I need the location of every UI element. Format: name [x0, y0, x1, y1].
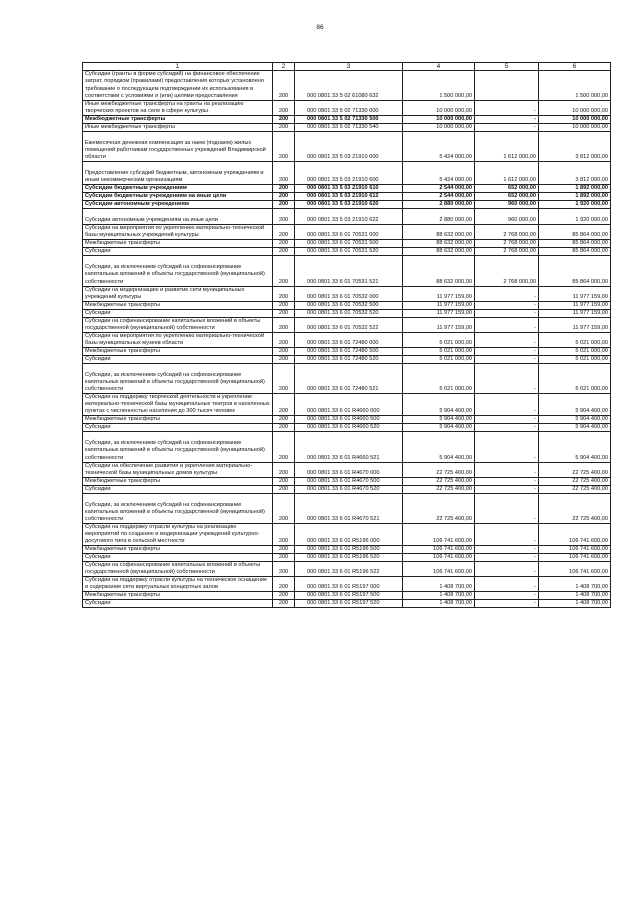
row-description: Субсидии на софинансирование капитальных вложений в объекты государственной (муниципальной) собственности	[83, 562, 273, 577]
row-approved-amount: 5 021 000,00	[403, 355, 475, 363]
table-row	[83, 301, 611, 309]
row-executed-amount: -	[475, 546, 539, 554]
row-budget-code: 000 0801 33 5 02 71330 500	[295, 115, 403, 123]
header-row	[83, 63, 611, 71]
row-approved-amount: 2 544 000,00	[403, 193, 475, 201]
row-approved-amount: 106 741 600,00	[403, 523, 475, 545]
table-row	[83, 577, 611, 592]
table-row	[83, 161, 611, 184]
row-remaining-amount: 11 977 159,00	[539, 317, 611, 332]
row-description: Субсидии на модернизацию и развитие сети муниципальных учреждений культуры	[83, 286, 273, 301]
table-row	[83, 71, 611, 100]
row-description: Иные межбюджетные трансферты	[83, 123, 273, 131]
row-budget-code: 000 0801 33 6 01 70532 500	[295, 301, 403, 309]
row-grbs-code: 200	[273, 424, 295, 432]
table-row	[83, 100, 611, 115]
row-grbs-code: 200	[273, 309, 295, 317]
table-row	[83, 317, 611, 332]
table-row	[83, 286, 611, 301]
row-grbs-code: 200	[273, 432, 295, 462]
table-row	[83, 309, 611, 317]
table-row	[83, 424, 611, 432]
row-remaining-amount: 1 408 700,00	[539, 600, 611, 608]
row-executed-amount: -	[475, 477, 539, 485]
row-description: Межбюджетные трансферты	[83, 115, 273, 123]
row-budget-code: 000 0801 33 6 01 R5196 500	[295, 546, 403, 554]
row-executed-amount: 960 000,00	[475, 209, 539, 225]
row-grbs-code: 200	[273, 554, 295, 562]
row-grbs-code: 200	[273, 332, 295, 347]
table-row	[83, 355, 611, 363]
row-grbs-code: 200	[273, 100, 295, 115]
row-budget-code: 000 0801 33 5 03 21910 610	[295, 185, 403, 193]
row-executed-amount: 2 768 000,00	[475, 248, 539, 256]
row-executed-amount: -	[475, 286, 539, 301]
row-description: Субсидии	[83, 424, 273, 432]
row-executed-amount: -	[475, 123, 539, 131]
row-grbs-code: 200	[273, 115, 295, 123]
row-approved-amount: 5 904 400,00	[403, 424, 475, 432]
row-approved-amount: 10 000 000,00	[403, 100, 475, 115]
row-executed-amount: -	[475, 577, 539, 592]
row-executed-amount: -	[475, 394, 539, 416]
row-approved-amount: 11 977 159,00	[403, 309, 475, 317]
row-approved-amount: 5 904 400,00	[403, 394, 475, 416]
column-header: 5	[475, 63, 539, 71]
row-executed-amount: 2 768 000,00	[475, 225, 539, 240]
row-budget-code: 000 0801 33 6 01 R4660 000	[295, 394, 403, 416]
row-approved-amount: 106 741 600,00	[403, 554, 475, 562]
row-budget-code: 000 0801 33 5 03 21910 620	[295, 201, 403, 209]
row-budget-code: 000 0801 33 5 02 71330 000	[295, 100, 403, 115]
table-row	[83, 248, 611, 256]
row-executed-amount: 1 612 000,00	[475, 131, 539, 161]
row-budget-code: 000 0801 33 5 03 21910 612	[295, 193, 403, 201]
row-grbs-code: 200	[273, 523, 295, 545]
row-budget-code: 000 0801 33 6 01 R5197 520	[295, 600, 403, 608]
row-remaining-amount: 5 904 400,00	[539, 416, 611, 424]
row-approved-amount: 2 544 000,00	[403, 185, 475, 193]
row-executed-amount: -	[475, 432, 539, 462]
row-executed-amount: 652 000,00	[475, 193, 539, 201]
row-grbs-code: 200	[273, 355, 295, 363]
row-executed-amount: -	[475, 554, 539, 562]
row-description: Субсидии	[83, 248, 273, 256]
row-remaining-amount: 85 864 000,00	[539, 225, 611, 240]
row-description: Субсидии на обеспечение развития и укрепления материально-технической базы муниципальных домов культуры	[83, 462, 273, 477]
row-description: Межбюджетные трансферты	[83, 347, 273, 355]
table-row	[83, 485, 611, 493]
row-executed-amount: 960 000,00	[475, 201, 539, 209]
row-approved-amount: 5 424 000,00	[403, 161, 475, 184]
row-grbs-code: 200	[273, 286, 295, 301]
row-description: Межбюджетные трансферты	[83, 546, 273, 554]
row-budget-code: 000 0801 33 5 03 21910 600	[295, 161, 403, 184]
row-remaining-amount: 11 977 159,00	[539, 309, 611, 317]
row-remaining-amount: 22 725 400,00	[539, 493, 611, 523]
row-approved-amount: 5 904 400,00	[403, 416, 475, 424]
table-row	[83, 185, 611, 193]
row-approved-amount: 22 725 400,00	[403, 462, 475, 477]
table-row	[83, 600, 611, 608]
row-budget-code: 000 0801 33 6 01 70531 500	[295, 240, 403, 248]
row-budget-code: 000 0801 33 6 01 72480 500	[295, 347, 403, 355]
row-grbs-code: 200	[273, 546, 295, 554]
row-description: Предоставление субсидий бюджетным, автономным учреждениям и иным некоммерческим организациям	[83, 161, 273, 184]
row-grbs-code: 200	[273, 462, 295, 477]
row-executed-amount: -	[475, 592, 539, 600]
row-description: Субсидии бюджетным учреждениям	[83, 185, 273, 193]
row-budget-code: 000 0801 33 5 03 21910 000	[295, 131, 403, 161]
row-executed-amount: -	[475, 317, 539, 332]
row-executed-amount: -	[475, 100, 539, 115]
table-row	[83, 394, 611, 416]
row-executed-amount: -	[475, 600, 539, 608]
row-approved-amount: 10 000 000,00	[403, 123, 475, 131]
row-executed-amount: -	[475, 332, 539, 347]
row-budget-code: 000 0801 33 6 01 72480 520	[295, 355, 403, 363]
row-description: Субсидии на мероприятия по укреплению материально-технической базы муниципальных учреждений культуры	[83, 225, 273, 240]
row-executed-amount: -	[475, 355, 539, 363]
row-grbs-code: 200	[273, 71, 295, 100]
row-remaining-amount: 106 741 600,00	[539, 523, 611, 545]
row-grbs-code: 200	[273, 493, 295, 523]
budget-table	[82, 62, 611, 608]
row-description: Субсидии, за исключением субсидий на софинансирование капитальных вложений в объекты государственной (муниципальной) собственности	[83, 493, 273, 523]
row-remaining-amount: 106 741 600,00	[539, 562, 611, 577]
row-budget-code: 000 0801 33 6 01 R4670 000	[295, 462, 403, 477]
row-approved-amount: 11 977 159,00	[403, 286, 475, 301]
table-row	[83, 477, 611, 485]
table-row	[83, 240, 611, 248]
row-description: Субсидии на поддержку отрасли культуры на реализацию мероприятий по созданию и модернизации учреждений культурно-досугового типа в сельской местности	[83, 523, 273, 545]
row-remaining-amount: 1 920 000,00	[539, 201, 611, 209]
row-executed-amount: 1 612 000,00	[475, 161, 539, 184]
row-executed-amount: -	[475, 562, 539, 577]
table-body	[83, 63, 611, 608]
row-grbs-code: 200	[273, 248, 295, 256]
row-approved-amount: 1 408 700,00	[403, 600, 475, 608]
table-row	[83, 416, 611, 424]
row-description: Межбюджетные трансферты	[83, 416, 273, 424]
row-grbs-code: 200	[273, 123, 295, 131]
row-approved-amount: 22 725 400,00	[403, 485, 475, 493]
row-remaining-amount: 11 977 159,00	[539, 301, 611, 309]
row-approved-amount: 106 741 600,00	[403, 562, 475, 577]
row-remaining-amount: 1 892 000,00	[539, 185, 611, 193]
column-header: 2	[273, 63, 295, 71]
table-row	[83, 562, 611, 577]
page-number: 86	[316, 24, 324, 31]
row-description: Субсидии	[83, 355, 273, 363]
row-executed-amount: 652 000,00	[475, 185, 539, 193]
row-approved-amount: 88 632 000,00	[403, 256, 475, 286]
row-description: Межбюджетные трансферты	[83, 240, 273, 248]
row-grbs-code: 200	[273, 317, 295, 332]
row-remaining-amount: 5 904 400,00	[539, 424, 611, 432]
row-executed-amount	[475, 71, 539, 100]
row-budget-code: 000 0801 33 6 01 R4660 500	[295, 416, 403, 424]
row-grbs-code: 200	[273, 562, 295, 577]
row-description: Субсидии	[83, 309, 273, 317]
row-description: Субсидии	[83, 485, 273, 493]
row-executed-amount: -	[475, 115, 539, 123]
row-budget-code: 000 0801 33 5 02 71330 540	[295, 123, 403, 131]
row-remaining-amount: 1 408 700,00	[539, 577, 611, 592]
row-remaining-amount: 5 021 000,00	[539, 364, 611, 394]
row-executed-amount: -	[475, 301, 539, 309]
row-description: Субсидии бюджетным учреждениям на иные цели	[83, 193, 273, 201]
row-executed-amount: -	[475, 424, 539, 432]
row-remaining-amount: 22 725 400,00	[539, 477, 611, 485]
row-budget-code: 000 0801 33 6 01 R5197 000	[295, 577, 403, 592]
row-remaining-amount: 5 021 000,00	[539, 347, 611, 355]
row-description: Субсидии	[83, 554, 273, 562]
table-row	[83, 225, 611, 240]
row-description: Субсидии на поддержку отрасли культуры на техническое оснащение и содержание сети виртуальных концертных залов	[83, 577, 273, 592]
column-header: 4	[403, 63, 475, 71]
row-description: Субсидии на поддержку творческой деятельности и укрепление материально-технической базы муниципальных театров в населенных пунктах с численностью населения до 300 тысяч человек	[83, 394, 273, 416]
row-remaining-amount: 106 741 600,00	[539, 546, 611, 554]
row-approved-amount: 10 000 000,00	[403, 115, 475, 123]
table-row	[83, 546, 611, 554]
row-grbs-code: 200	[273, 301, 295, 309]
row-approved-amount: 1 408 700,00	[403, 592, 475, 600]
row-remaining-amount: 10 000 000,00	[539, 123, 611, 131]
table-row	[83, 256, 611, 286]
table-row	[83, 201, 611, 209]
row-executed-amount: -	[475, 416, 539, 424]
row-description: Субсидии (гранты в форме субсидий) на финансовое обеспечение затрат, порядком (правилами) предоставления которых установлено требование о последующем подтверждении их использования в соответствии с условиями и (или) целями предоставления	[83, 71, 273, 100]
row-budget-code: 000 0801 33 6 01 70531 000	[295, 225, 403, 240]
row-description: Межбюджетные трансферты	[83, 301, 273, 309]
row-remaining-amount: 1 892 000,00	[539, 193, 611, 201]
row-grbs-code: 200	[273, 161, 295, 184]
column-header: 6	[539, 63, 611, 71]
row-approved-amount: 5 021 000,00	[403, 332, 475, 347]
row-grbs-code: 200	[273, 485, 295, 493]
table-row	[83, 332, 611, 347]
row-budget-code: 000 0801 33 6 01 R5196 522	[295, 562, 403, 577]
row-budget-code: 000 0801 33 6 01 70532 000	[295, 286, 403, 301]
row-approved-amount: 5 424 000,00	[403, 131, 475, 161]
row-executed-amount: -	[475, 462, 539, 477]
row-executed-amount: -	[475, 493, 539, 523]
row-description: Субсидии автономным учреждениям	[83, 201, 273, 209]
table-row	[83, 523, 611, 545]
row-grbs-code: 200	[273, 477, 295, 485]
row-remaining-amount: 85 864 000,00	[539, 240, 611, 248]
row-budget-code: 000 0801 33 6 01 70531 520	[295, 248, 403, 256]
row-executed-amount: 2 768 000,00	[475, 240, 539, 248]
row-description: Иные межбюджетные трансферты на гранты на реализацию творческих проектов на селе в сфере культуры	[83, 100, 273, 115]
row-grbs-code: 200	[273, 201, 295, 209]
row-budget-code: 000 0801 33 6 01 70531 521	[295, 256, 403, 286]
row-executed-amount: -	[475, 485, 539, 493]
row-description: Субсидии автономным учреждениям на иные цели	[83, 209, 273, 225]
row-grbs-code: 200	[273, 364, 295, 394]
row-description: Субсидии	[83, 600, 273, 608]
row-budget-code: 000 0801 33 5 02 61080 632	[295, 71, 403, 100]
row-description: Субсидии, за исключением субсидий на софинансирование капитальных вложений в объекты государственной (муниципальной) собственности	[83, 432, 273, 462]
row-grbs-code: 200	[273, 185, 295, 193]
row-budget-code: 000 0801 33 5 03 21910 622	[295, 209, 403, 225]
row-grbs-code: 200	[273, 131, 295, 161]
table-row	[83, 364, 611, 394]
row-remaining-amount: 85 864 000,00	[539, 248, 611, 256]
row-remaining-amount: 106 741 600,00	[539, 554, 611, 562]
row-approved-amount: 106 741 600,00	[403, 546, 475, 554]
row-grbs-code: 200	[273, 347, 295, 355]
row-approved-amount: 5 021 000,00	[403, 347, 475, 355]
row-budget-code: 000 0801 33 6 01 R4670 520	[295, 485, 403, 493]
row-approved-amount: 88 632 000,00	[403, 248, 475, 256]
row-remaining-amount: 1 408 700,00	[539, 592, 611, 600]
table-row	[83, 592, 611, 600]
table-row	[83, 193, 611, 201]
row-budget-code: 000 0801 33 6 01 70532 522	[295, 317, 403, 332]
row-remaining-amount: 5 021 000,00	[539, 332, 611, 347]
row-grbs-code: 200	[273, 193, 295, 201]
row-budget-code: 000 0801 33 6 01 R4660 520	[295, 424, 403, 432]
row-remaining-amount: 5 904 400,00	[539, 394, 611, 416]
row-remaining-amount: 5 021 000,00	[539, 355, 611, 363]
row-executed-amount: -	[475, 523, 539, 545]
row-remaining-amount: 85 864 000,00	[539, 256, 611, 286]
row-description: Субсидии на софинансирование капитальных вложений в объекты государственной (муниципальной) собственности	[83, 317, 273, 332]
row-description: Ежемесячная денежная компенсация за наем (поднаем) жилых помещений работникам государственных учреждений Владимирской области	[83, 131, 273, 161]
row-approved-amount: 22 725 400,00	[403, 477, 475, 485]
row-approved-amount: 88 632 000,00	[403, 225, 475, 240]
table-row	[83, 493, 611, 523]
row-description: Субсидии, за исключением субсидий на софинансирование капитальных вложений в объекты государственной (муниципальной) собственности	[83, 364, 273, 394]
row-description: Межбюджетные трансферты	[83, 592, 273, 600]
row-approved-amount: 22 725 400,00	[403, 493, 475, 523]
row-approved-amount: 5 904 400,00	[403, 432, 475, 462]
row-executed-amount: 2 768 000,00	[475, 256, 539, 286]
row-grbs-code: 200	[273, 592, 295, 600]
row-approved-amount: 11 977 159,00	[403, 301, 475, 309]
table-row	[83, 115, 611, 123]
row-budget-code: 000 0801 33 6 01 70532 520	[295, 309, 403, 317]
row-remaining-amount: 1 920 000,00	[539, 209, 611, 225]
row-grbs-code: 200	[273, 225, 295, 240]
row-remaining-amount: 3 812 000,00	[539, 131, 611, 161]
row-grbs-code: 200	[273, 577, 295, 592]
row-budget-code: 000 0801 33 6 01 R4670 500	[295, 477, 403, 485]
table-row	[83, 462, 611, 477]
row-approved-amount: 11 977 159,00	[403, 317, 475, 332]
table-row	[83, 131, 611, 161]
row-approved-amount: 1 500 000,00	[403, 71, 475, 100]
column-header: 3	[295, 63, 403, 71]
row-grbs-code: 200	[273, 209, 295, 225]
row-remaining-amount: 10 000 000,00	[539, 100, 611, 115]
row-remaining-amount: 22 725 400,00	[539, 462, 611, 477]
table-row	[83, 209, 611, 225]
row-approved-amount: 2 880 000,00	[403, 209, 475, 225]
row-approved-amount: 2 880 000,00	[403, 201, 475, 209]
row-budget-code: 000 0801 33 6 01 R5196 000	[295, 523, 403, 545]
row-budget-code: 000 0801 33 6 01 72480 521	[295, 364, 403, 394]
row-approved-amount: 88 632 000,00	[403, 240, 475, 248]
table-row	[83, 347, 611, 355]
table-row	[83, 432, 611, 462]
row-remaining-amount: 22 725 400,00	[539, 485, 611, 493]
row-remaining-amount: 1 500 000,00	[539, 71, 611, 100]
row-remaining-amount: 11 977 159,00	[539, 286, 611, 301]
row-budget-code: 000 0801 33 6 01 R5196 520	[295, 554, 403, 562]
row-description: Субсидии на мероприятия по укреплению материально-технической базы муниципальных музеев области	[83, 332, 273, 347]
row-budget-code: 000 0801 33 6 01 R5197 500	[295, 592, 403, 600]
row-remaining-amount: 5 904 400,00	[539, 432, 611, 462]
row-description: Межбюджетные трансферты	[83, 477, 273, 485]
row-executed-amount: -	[475, 364, 539, 394]
row-remaining-amount: 10 000 000,00	[539, 115, 611, 123]
row-remaining-amount: 3 812 000,00	[539, 161, 611, 184]
row-budget-code: 000 0801 33 6 01 R4670 521	[295, 493, 403, 523]
row-grbs-code: 200	[273, 256, 295, 286]
row-description: Субсидии, за исключением субсидий на софинансирование капитальных вложений в объекты государственной (муниципальной) собственности	[83, 256, 273, 286]
row-approved-amount: 1 408 700,00	[403, 577, 475, 592]
row-budget-code: 000 0801 33 6 01 72480 000	[295, 332, 403, 347]
row-grbs-code: 200	[273, 600, 295, 608]
row-grbs-code: 200	[273, 240, 295, 248]
table-row	[83, 123, 611, 131]
row-grbs-code: 200	[273, 394, 295, 416]
row-grbs-code: 200	[273, 416, 295, 424]
row-budget-code: 000 0801 33 6 01 R4660 521	[295, 432, 403, 462]
row-executed-amount: -	[475, 309, 539, 317]
row-executed-amount: -	[475, 347, 539, 355]
table-row	[83, 554, 611, 562]
row-approved-amount: 5 021 000,00	[403, 364, 475, 394]
column-header: 1	[83, 63, 273, 71]
